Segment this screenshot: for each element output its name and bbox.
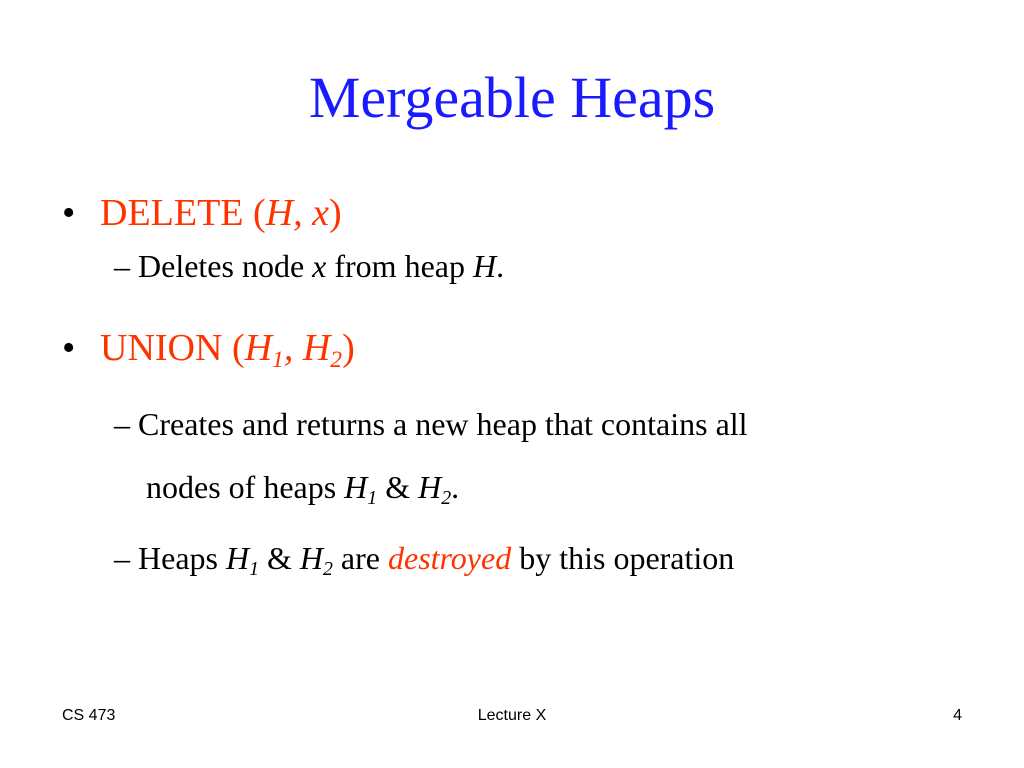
param-node: x <box>312 192 329 234</box>
var-heap-1: $H_1$ <box>344 469 378 509</box>
params-open: ( <box>243 192 266 234</box>
sub-item-delete-desc <box>114 246 504 286</box>
text: . <box>451 469 460 505</box>
emphasis-destroyed: destroyed <box>387 540 512 576</box>
param-heap: H <box>265 192 294 234</box>
var-heap: H <box>472 248 497 284</box>
footer-course: CS 473 <box>62 707 116 724</box>
var-heap-2: $H_2$ <box>418 469 452 509</box>
text: are <box>332 540 388 576</box>
text: & <box>377 469 419 505</box>
footer-page-number: 4 <box>953 707 962 724</box>
params-close: ) <box>342 327 355 369</box>
var-heap-2: $H_2$ <box>299 540 333 580</box>
op-name: UNION <box>100 327 223 369</box>
param-sep: , <box>293 192 313 234</box>
bullet-union <box>62 325 355 374</box>
sub-item-union-desc-line1: – Creates and returns a new heap that contains all <box>114 406 748 442</box>
param-sep: , <box>283 327 303 369</box>
bullet-dot-icon: • <box>62 192 76 234</box>
text: from heap <box>326 248 473 284</box>
text: & <box>259 540 300 576</box>
param-heap-2: $H_2$ <box>302 327 343 374</box>
var-node: x <box>312 248 327 284</box>
param-heap-1: $H_1$ <box>244 327 284 374</box>
bullet-delete <box>62 190 342 236</box>
footer-lecture: Lecture X <box>477 707 547 724</box>
text: – Heaps <box>114 540 226 576</box>
bullet-dot-icon: • <box>62 327 76 369</box>
text: – Deletes node <box>114 248 313 284</box>
text: by this operation <box>511 540 735 576</box>
params-close: ) <box>329 192 342 234</box>
var-heap-1: $H_1$ <box>225 540 259 580</box>
text: nodes of heaps <box>146 469 345 505</box>
text: . <box>496 248 505 284</box>
sub-item-union-destroyed <box>114 538 734 578</box>
params-open: ( <box>222 327 245 369</box>
slide-title: Mergeable Heaps <box>308 65 716 130</box>
sub-item-union-desc-line2 <box>146 467 459 507</box>
op-name: DELETE <box>100 192 244 234</box>
